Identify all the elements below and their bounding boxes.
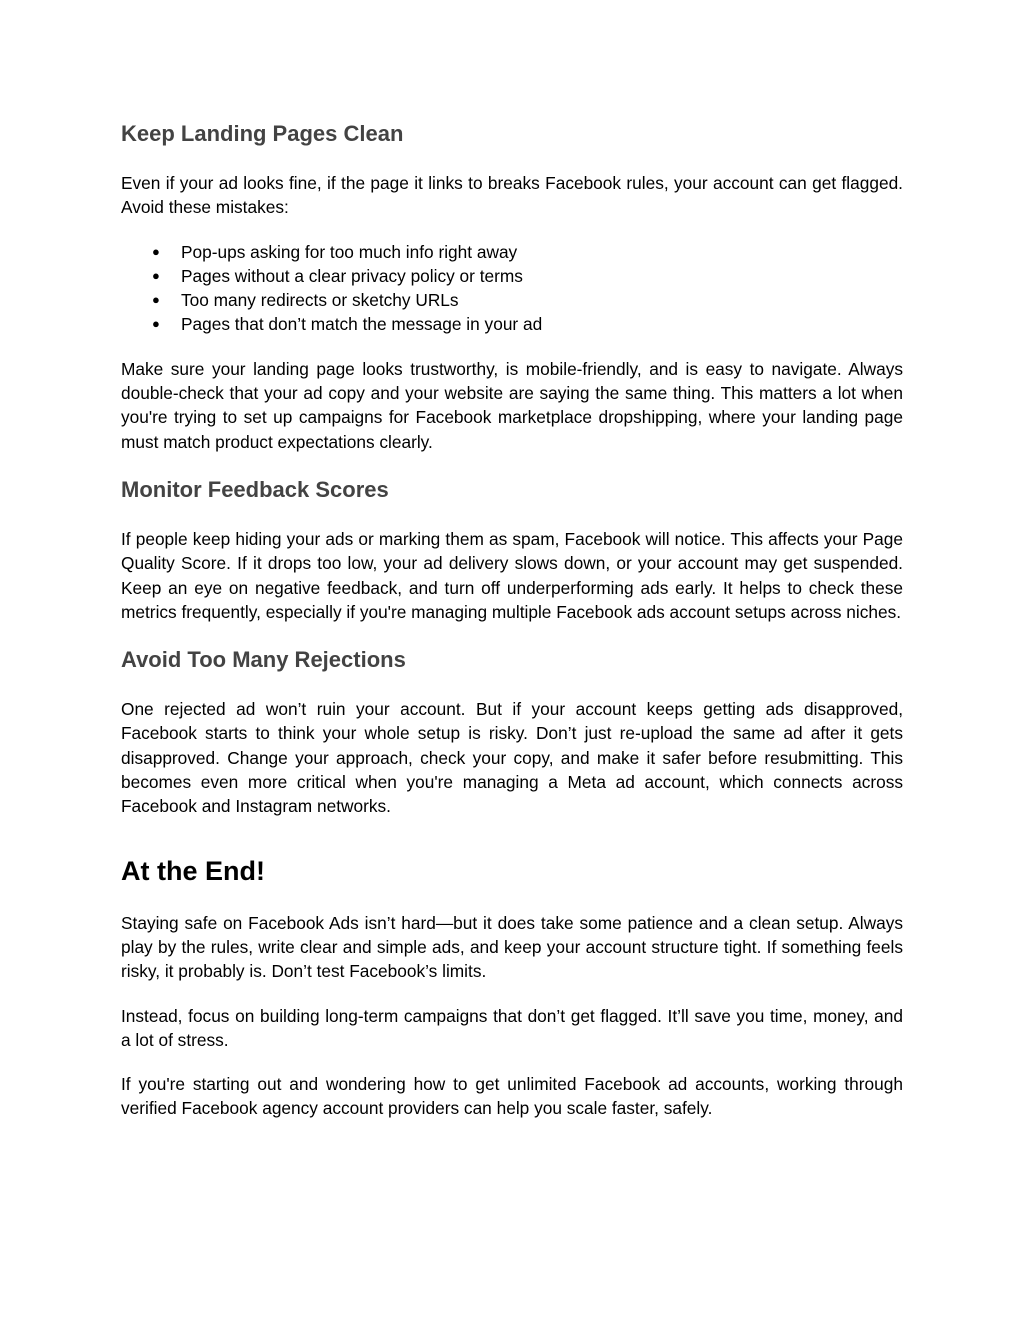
paragraph: One rejected ad won’t ruin your account. But if your account keeps getting ads disapproved, Facebook starts to think your whole setup is risky. Don’t just re-upload the same ad after it gets disapproved. Change your approach, check your copy, and make it safer before resubmitting. This becomes even more critical when you're managing a Meta ad account, which connects across Facebook and Instagram networks. (121, 699, 903, 817)
list-item (121, 240, 903, 264)
list-item (121, 264, 903, 288)
list-item-text: Pages without a clear privacy policy or terms (181, 265, 523, 286)
paragraph: If you're starting out and wondering how to get unlimited Facebook ad accounts, working through verified Facebook agency account providers can help you scale faster, safely. (121, 1074, 903, 1119)
document-body (121, 118, 903, 1141)
paragraph: Instead, focus on building long-term campaigns that don’t get flagged. It’ll save you time, money, and a lot of stress. (121, 1005, 903, 1050)
list-item-text: Pages that don’t match the message in your ad (181, 314, 543, 335)
heading-at-the-end: At the End! (121, 855, 265, 886)
paragraph: Staying safe on Facebook Ads isn’t hard—but it does take some patience and a clean setup. Always play by the rules, write clear and simple ads, and keep your account structure tight. If something feels risky, it probably is. Don’t test Facebook’s limits. (121, 912, 903, 982)
bullet-icon: ● (152, 316, 160, 332)
paragraph: Even if your ad looks fine, if the page it links to breaks Facebook rules, your account can get flagged. Avoid these mistakes: (121, 173, 903, 218)
bullet-list (121, 240, 903, 337)
bullet-icon: ● (152, 267, 160, 283)
heading-monitor-feedback-scores: Monitor Feedback Scores (121, 476, 389, 502)
list-item-text: Pop-ups asking for too much info right away (181, 241, 518, 262)
list-item-text: Too many redirects or sketchy URLs (181, 290, 459, 311)
heading-keep-landing-pages-clean: Keep Landing Pages Clean (121, 121, 404, 146)
heading-avoid-too-many-rejections: Avoid Too Many Rejections (121, 647, 406, 673)
paragraph: If people keep hiding your ads or marking them as spam, Facebook will notice. This affects your Page Quality Score. If it drops too low, your ad delivery slows down, or your account may get suspended. Keep an eye on negative feedback, and turn off underperforming ads early. It helps to check these metrics frequently, especially if you're managing multiple Facebook ads account setups across niches. (121, 528, 903, 622)
list-item (121, 288, 903, 312)
bullet-icon: ● (152, 292, 160, 308)
list-item (121, 312, 903, 336)
paragraph: Make sure your landing page looks trustworthy, is mobile-friendly, and is easy to navigate. Always double-check that your ad copy and your website are saying the same thing. This matters a lot when you're trying to set up campaigns for Facebook marketplace dropshipping, where your landing page must match product expectations clearly. (121, 358, 903, 452)
bullet-icon: ● (152, 243, 160, 259)
